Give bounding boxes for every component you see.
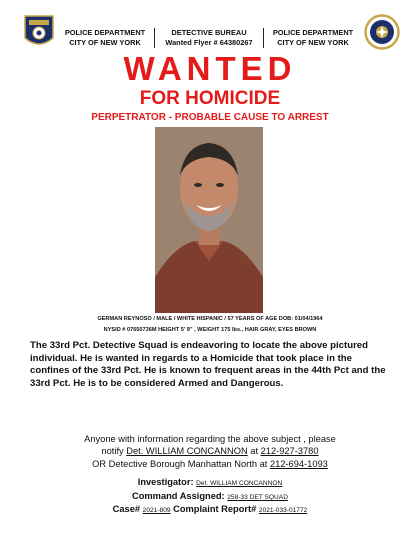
probable-cause-tagline: PERPETRATOR - PROBABLE CAUSE TO ARREST bbox=[91, 112, 329, 123]
header-mid-line2: Wanted Flyer # 64380267 bbox=[165, 38, 253, 47]
complaint-value: 2021-033-01772 bbox=[258, 507, 308, 514]
complaint-label: Complaint Report# bbox=[173, 504, 257, 514]
contact-line2 bbox=[0, 445, 420, 457]
contact-notify-text: notify bbox=[101, 446, 127, 456]
contact-phone-borough[interactable]: 212-694-1093 bbox=[269, 459, 328, 469]
contact-phone-detective[interactable]: 212-927-3780 bbox=[260, 446, 319, 456]
flyer-header bbox=[0, 8, 420, 56]
header-left-line1: POLICE DEPARTMENT bbox=[64, 28, 146, 37]
header-left-line2: CITY OF NEW YORK bbox=[69, 38, 141, 47]
case-label: Case# bbox=[112, 504, 141, 514]
wanted-title: WANTED bbox=[123, 50, 297, 87]
header-left bbox=[56, 28, 154, 48]
wanted-subtitle: FOR HOMICIDE bbox=[139, 88, 281, 109]
command-value: 258-33 DET SQUAD bbox=[227, 494, 288, 501]
contact-line3 bbox=[0, 458, 420, 470]
command-row bbox=[0, 490, 420, 504]
contact-detective-name: Det. WILLIAM CONCANNON bbox=[126, 446, 248, 456]
contact-borough-text: OR Detective Borough Manhattan North at bbox=[92, 459, 270, 469]
contact-at-text: at bbox=[247, 446, 261, 456]
case-summary-paragraph: The 33rd Pct. Detective Squad is endeavoring to locate the above pictured individual. He is wanted in regards to a Homicide that took place in the confines of the 33rd Pct. He is known to frequent areas in the 44th Pct and the 33rd Pct. He is to be considered Armed and Dangerous. bbox=[30, 340, 386, 389]
investigator-label: Investigator: bbox=[137, 477, 194, 487]
header-right-line1: POLICE DEPARTMENT bbox=[272, 28, 354, 37]
header-right-line2: CITY OF NEW YORK bbox=[277, 38, 349, 47]
contact-line1: Anyone with information regarding the above subject , please bbox=[84, 434, 336, 444]
command-label: Command Assigned: bbox=[132, 491, 225, 501]
suspect-description-line1: GERMAN REYNOSO / MALE / WHITE HISPANIC / 57 YEARS OF AGE DOB: 01/04/1964 bbox=[97, 316, 323, 322]
investigator-value: Det. WILLIAM CONCANNON bbox=[196, 480, 283, 487]
nypd-seal-icon bbox=[364, 14, 400, 50]
case-row bbox=[0, 503, 420, 517]
header-right bbox=[262, 28, 364, 48]
investigator-row bbox=[0, 476, 420, 490]
nypd-patch-icon bbox=[22, 14, 56, 52]
suspect-photo bbox=[155, 127, 263, 313]
header-mid-line1: DETECTIVE BUREAU bbox=[171, 28, 247, 37]
header-middle bbox=[154, 28, 264, 48]
case-value: 2021-809 bbox=[142, 507, 171, 514]
suspect-description-line2: NYSID # 07650736M HEIGHT 5' 9" , WEIGHT 175 lbs., HAIR GRAY, EYES BROWN bbox=[103, 327, 317, 333]
